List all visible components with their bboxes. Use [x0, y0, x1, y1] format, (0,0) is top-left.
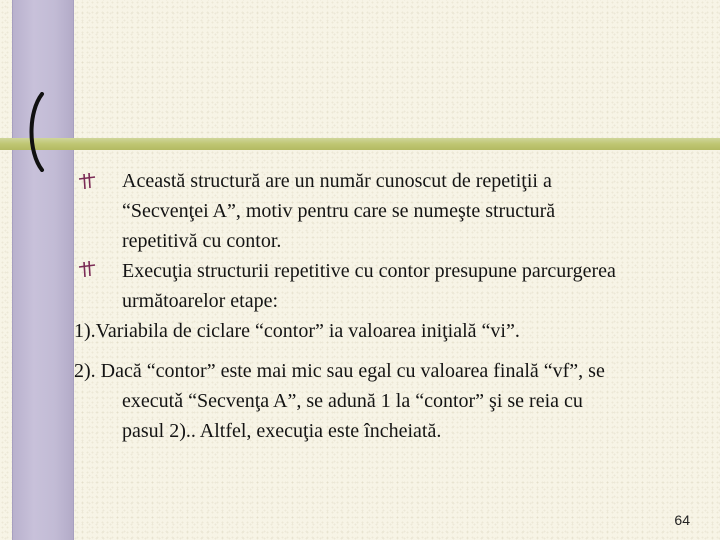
decorative-horizontal-band — [0, 138, 720, 150]
text-line: executǎ “Secvenţa A”, se adună 1 la “contor” şi se reia cu — [122, 390, 583, 412]
decorative-left-bar — [12, 0, 74, 540]
bullet-paragraph — [122, 256, 616, 316]
cross-bullet-icon — [78, 172, 96, 190]
cross-bullet-icon — [78, 260, 96, 278]
bracket-decoration-icon — [22, 92, 46, 172]
step-paragraph — [74, 316, 520, 346]
text-line: repetitivă cu contor. — [122, 230, 282, 252]
bullet-paragraph — [122, 166, 555, 256]
step-paragraph — [74, 356, 605, 446]
text-line: Această structură are un număr cunoscut de repetiţii a — [122, 170, 552, 192]
page-number: 64 — [674, 512, 690, 528]
text-line: 2). Dacă “contor” este mai mic sau egal cu valoarea finală “vf”, se — [74, 360, 605, 382]
text-line: pasul 2).. Altfel, execuţia este încheiată. — [122, 420, 442, 442]
text-line: “Secvenţei A”, motiv pentru care se numeşte structură — [122, 200, 556, 222]
text-line: următoarelor etape: — [122, 290, 279, 312]
text-line: 1).Variabila de ciclare “contor” ia valoarea iniţială “vi”. — [74, 320, 520, 342]
text-line: Execuţia structurii repetitive cu contor presupune parcurgerea — [122, 260, 616, 282]
